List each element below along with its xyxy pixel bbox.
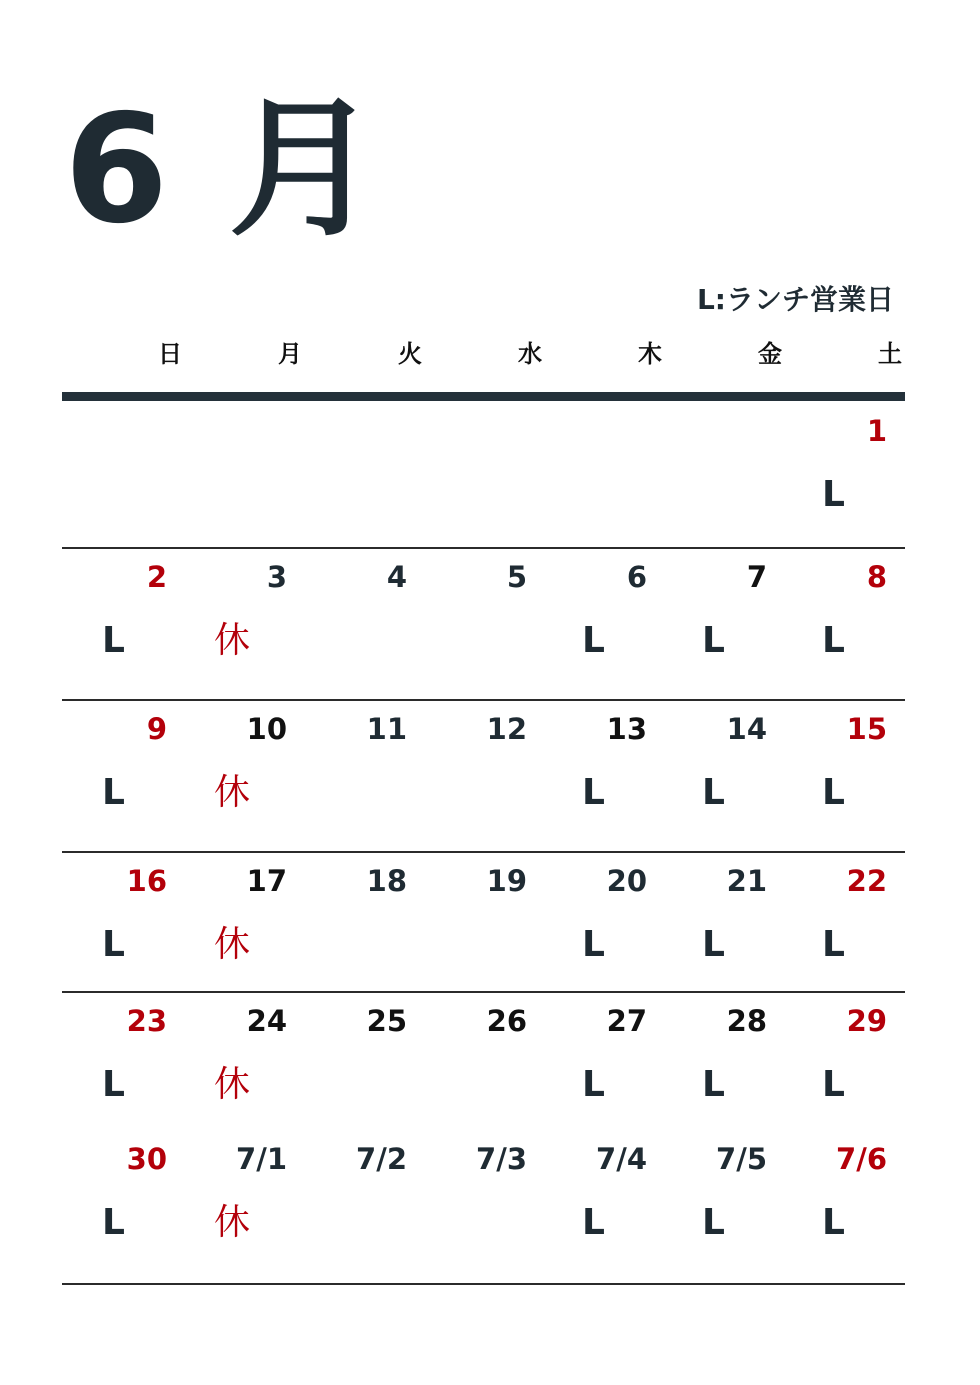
day-cell — [302, 991, 422, 1129]
closed-day-mark: 休 — [214, 924, 251, 965]
day-cell — [182, 401, 302, 547]
day-cell — [542, 401, 662, 547]
lunch-day-mark: L — [822, 1202, 845, 1243]
day-number: 26 — [486, 1004, 527, 1038]
day-number: 15 — [846, 712, 887, 746]
day-number: 22 — [846, 864, 887, 898]
day-cell — [422, 1129, 542, 1283]
day-cell — [662, 547, 782, 699]
day-number: 7 — [746, 560, 767, 594]
day-cell — [302, 401, 422, 547]
month-title: 6 月 — [64, 83, 383, 257]
day-cell — [662, 1129, 782, 1283]
lunch-day-mark: L — [822, 924, 845, 965]
day-number: 4 — [386, 560, 407, 594]
day-cell — [542, 1129, 662, 1283]
day-cell — [422, 547, 542, 699]
day-number: 7/4 — [596, 1142, 647, 1176]
day-number: 19 — [486, 864, 527, 898]
week-row — [62, 1129, 905, 1285]
day-number: 18 — [366, 864, 407, 898]
header-divider — [62, 392, 905, 401]
day-number: 21 — [726, 864, 767, 898]
day-cell — [662, 991, 782, 1129]
day-number: 30 — [126, 1142, 167, 1176]
day-cell — [782, 851, 902, 991]
day-number: 2 — [146, 560, 167, 594]
lunch-day-mark: L — [102, 1202, 125, 1243]
day-number: 7/6 — [836, 1142, 887, 1176]
lunch-day-mark: L — [102, 772, 125, 813]
lunch-day-mark: L — [582, 620, 605, 661]
day-number: 23 — [126, 1004, 167, 1038]
lunch-day-mark: L — [582, 924, 605, 965]
day-cell — [62, 699, 182, 851]
lunch-day-mark: L — [822, 772, 845, 813]
weekday-header — [62, 334, 905, 374]
week-row — [62, 547, 905, 701]
day-number: 6 — [626, 560, 647, 594]
day-number: 17 — [246, 864, 287, 898]
day-cell — [302, 699, 422, 851]
day-cell — [62, 1129, 182, 1283]
closed-day-mark: 休 — [214, 1064, 251, 1105]
day-number: 20 — [606, 864, 647, 898]
day-cell — [782, 699, 902, 851]
day-number: 7/3 — [476, 1142, 527, 1176]
day-cell — [542, 699, 662, 851]
day-number: 9 — [146, 712, 167, 746]
closed-day-mark: 休 — [214, 772, 251, 813]
weekday-tue: 火 — [398, 340, 422, 368]
day-number: 7/1 — [236, 1142, 287, 1176]
day-cell — [302, 851, 422, 991]
lunch-day-mark: L — [702, 620, 725, 661]
closed-day-mark: 休 — [214, 1202, 251, 1243]
day-cell — [422, 851, 542, 991]
day-number: 7/5 — [716, 1142, 767, 1176]
lunch-day-mark: L — [702, 924, 725, 965]
lunch-day-mark: L — [822, 474, 845, 515]
day-cell — [662, 699, 782, 851]
day-number: 5 — [506, 560, 527, 594]
weekday-thu: 木 — [638, 340, 662, 368]
day-cell — [542, 991, 662, 1129]
day-cell — [782, 401, 902, 547]
day-cell — [782, 991, 902, 1129]
weekday-fri: 金 — [758, 340, 782, 368]
day-number: 13 — [606, 712, 647, 746]
lunch-day-mark: L — [582, 1064, 605, 1105]
day-number: 8 — [866, 560, 887, 594]
day-number: 28 — [726, 1004, 767, 1038]
lunch-day-mark: L — [702, 772, 725, 813]
weekday-sat: 土 — [878, 340, 902, 368]
day-number: 12 — [486, 712, 527, 746]
lunch-day-mark: L — [702, 1202, 725, 1243]
day-cell — [62, 991, 182, 1129]
day-number: 16 — [126, 864, 167, 898]
day-cell — [782, 547, 902, 699]
day-cell — [62, 547, 182, 699]
day-cell — [62, 401, 182, 547]
day-cell — [62, 851, 182, 991]
day-cell — [662, 401, 782, 547]
week-row — [62, 401, 905, 549]
day-cell — [182, 547, 302, 699]
day-cell — [662, 851, 782, 991]
lunch-day-mark: L — [582, 772, 605, 813]
lunch-day-mark: L — [702, 1064, 725, 1105]
day-cell — [542, 547, 662, 699]
lunch-day-mark: L — [822, 1064, 845, 1105]
day-cell — [782, 1129, 902, 1283]
lunch-day-mark: L — [102, 924, 125, 965]
day-cell — [302, 547, 422, 699]
day-number: 11 — [366, 712, 407, 746]
week-row — [62, 991, 905, 1129]
day-number: 3 — [266, 560, 287, 594]
day-number: 10 — [246, 712, 287, 746]
weekday-sun: 日 — [158, 340, 182, 368]
weekday-mon: 月 — [278, 340, 302, 368]
day-number: 1 — [866, 414, 887, 448]
week-row — [62, 851, 905, 993]
day-cell — [182, 991, 302, 1129]
lunch-day-mark: L — [582, 1202, 605, 1243]
lunch-day-mark: L — [102, 620, 125, 661]
legend-text: L:ランチ営業日 — [696, 283, 894, 316]
week-row — [62, 699, 905, 853]
day-cell — [542, 851, 662, 991]
lunch-day-mark: L — [102, 1064, 125, 1105]
day-number: 7/2 — [356, 1142, 407, 1176]
day-cell — [302, 1129, 422, 1283]
day-number: 25 — [366, 1004, 407, 1038]
day-cell — [182, 699, 302, 851]
day-number: 27 — [606, 1004, 647, 1038]
day-cell — [182, 1129, 302, 1283]
weekday-wed: 水 — [518, 340, 542, 368]
day-number: 14 — [726, 712, 767, 746]
day-number: 24 — [246, 1004, 287, 1038]
day-cell — [422, 699, 542, 851]
lunch-day-mark: L — [822, 620, 845, 661]
closed-day-mark: 休 — [214, 620, 251, 661]
day-number: 29 — [846, 1004, 887, 1038]
day-cell — [182, 851, 302, 991]
day-cell — [422, 991, 542, 1129]
day-cell — [422, 401, 542, 547]
